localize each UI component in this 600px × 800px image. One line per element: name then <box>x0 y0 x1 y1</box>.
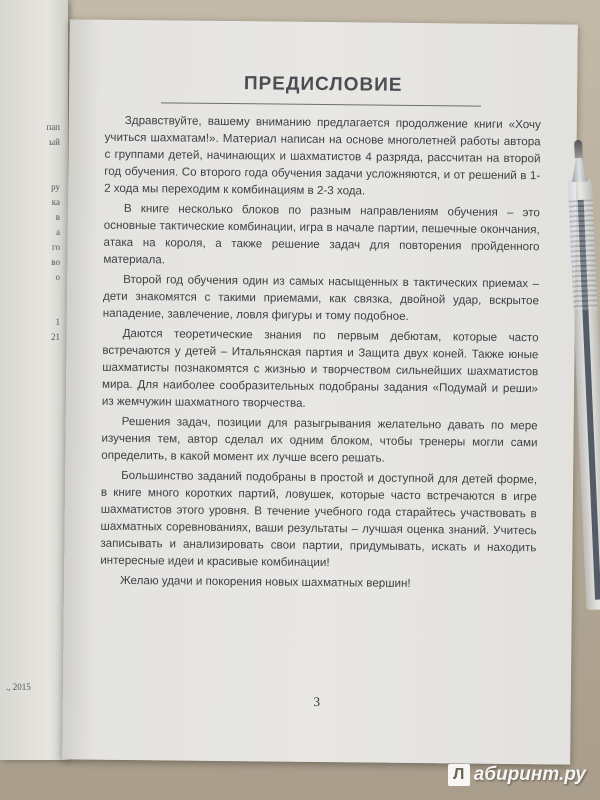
preface-body <box>100 112 541 597</box>
paragraph: Большинство заданий подобраны в простой и доступной для детей форме, в книге много коротких партий, ловушек, которые часто встречаются в игре шахматистов этого уровня. В течение учебного года старайтесь участвовать в шахматных соревнованиях, ваши результаты – лучшая оценка знаний. Учитесь записывать и анализировать свои партии, придумывать, искать и находить интересные идеи и красивые комбинации! <box>100 468 538 570</box>
previous-page-fragment: ка <box>51 197 60 207</box>
previous-page-date: ., 2015 <box>6 682 31 692</box>
book-page <box>62 19 578 764</box>
previous-page-fragment: го <box>52 242 60 252</box>
previous-page-fragment <box>0 300 60 315</box>
paragraph: В книге несколько блоков по разным направлениям обучения – это основные тактические комбинации, игра в начале партии, пешечные окончания, атака на короля, а также решение задач для повторения пройденного материала. <box>103 201 540 267</box>
previous-page-fragment: в <box>55 212 60 222</box>
pen-tip <box>574 140 583 158</box>
labirint-watermark <box>448 764 586 786</box>
previous-page-fragment: о <box>55 272 60 282</box>
paragraph: Здравствуйте, вашему вниманию предлагается продолжение книги «Хочу учиться шахматам!». Материал написан на основе многолетней работы автора с группами детей, начинающих и шахматистов 4 разряда, рассчитан на второй год обучения. Со второго года обучения задачи усложняются, и от решений в 1-2 хода мы переходим к комбинациям в 2-3 хода. <box>104 113 541 198</box>
paragraph: Решения задач, позиции для разыгрывания желательно давать по мере изучения тем, автор сделал их одним блоком, чтобы тренеры могли сами определить, в какой момент их лучше всего решать. <box>101 414 538 465</box>
previous-page-fragment: ру <box>51 182 60 192</box>
title-underline <box>161 102 481 106</box>
previous-page-fragment <box>0 150 60 165</box>
pen-cone <box>571 156 588 183</box>
previous-page-fragment: пап <box>46 122 60 132</box>
previous-page <box>0 0 68 760</box>
pen-grip <box>569 199 598 310</box>
previous-page-text-fragments <box>0 120 60 345</box>
watermark-text: абиринт.ру <box>473 764 586 785</box>
previous-page-fragment: 21 <box>51 332 60 342</box>
previous-page-fragment: ый <box>49 137 60 147</box>
page-title: ПРЕДИСЛОВИЕ <box>243 73 403 96</box>
previous-page-fragment: во <box>51 257 60 267</box>
previous-page-fragment: а <box>56 227 60 237</box>
previous-page-fragment <box>0 165 60 180</box>
closing-paragraph: Желаю удачи и покорения новых шахматных вершин! <box>119 573 411 590</box>
previous-page-fragment: 1 <box>55 317 60 327</box>
paragraph: Второй год обучения один из самых насыщенных в тактических приемах – дети знакомятся с такими приемами, как связка, двойной удар, вскрытое нападение, завлечение, ловля фигуры и тому подобное. <box>102 272 540 323</box>
labirint-logo-icon: Л <box>448 764 470 786</box>
paragraph: Даются теоретические знания по первым дебютам, которые часто встречаются у детей – Итальянская партия и Защита двух коней. Также юные шахматисты познакомятся с жизнью и творчеством сильнейших шахматистов мира. Для наиболее сообразительных подобраны задания «Подумай и реши» из жемчужин шахматного творчества. <box>101 326 539 410</box>
page-number: 3 <box>313 693 321 710</box>
previous-page-fragment <box>0 285 60 300</box>
